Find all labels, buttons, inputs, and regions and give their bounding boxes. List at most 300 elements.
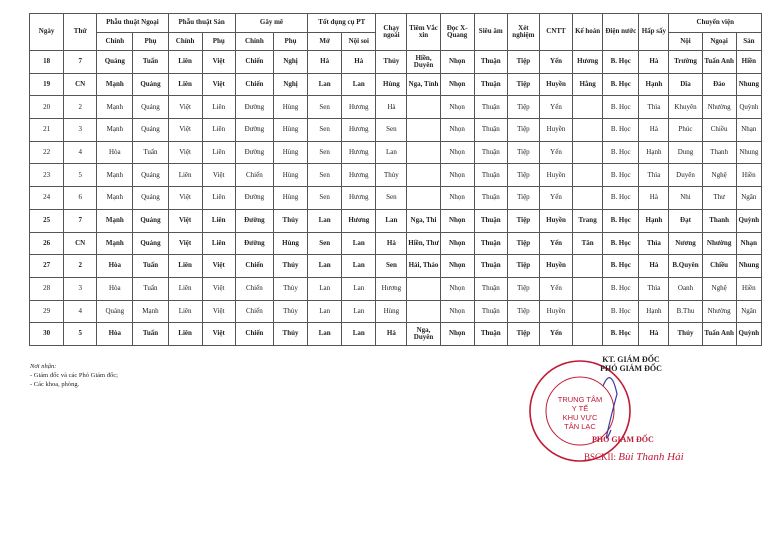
table-cell: B.Quyên	[669, 255, 702, 278]
table-cell: Thuận	[474, 209, 507, 232]
table-cell: Tiệp	[507, 119, 539, 142]
table-cell: Chiều	[702, 255, 736, 278]
table-cell: Hương	[342, 141, 376, 164]
table-cell: Hòa	[97, 323, 133, 346]
table-cell: Thuận	[474, 73, 507, 96]
table-cell: Tuấn Anh	[702, 51, 736, 74]
table-cell: Nghệ	[702, 164, 736, 187]
table-cell: Việt	[202, 51, 235, 74]
recipients-line: - Các khoa, phòng.	[30, 381, 80, 388]
sub-san: Sản	[736, 33, 761, 51]
table-cell: Liên	[168, 277, 202, 300]
table-row	[30, 277, 762, 300]
table-cell: 4	[64, 300, 97, 323]
col-tiem-vac-xin: Tiêm Vắc xin	[407, 14, 440, 51]
table-cell: Lan	[308, 300, 342, 323]
table-cell: Quảng	[133, 73, 168, 96]
col-gay-me: Gây mê	[235, 14, 307, 33]
table-cell: B. Học	[603, 209, 639, 232]
signer-name	[584, 451, 684, 463]
table-cell: B. Học	[603, 255, 639, 278]
table-cell: Lan	[342, 232, 376, 255]
table-cell	[407, 300, 440, 323]
table-cell: 30	[30, 323, 64, 346]
signer-degree: BSCKII:	[584, 452, 617, 462]
table-cell: Hương	[376, 277, 407, 300]
signature-line2: PHÓ GIÁM ĐỐC	[600, 364, 662, 373]
table-row	[30, 164, 762, 187]
table-cell: Khuyên	[669, 96, 702, 119]
table-cell: Thư	[702, 187, 736, 210]
table-cell: Trang	[573, 209, 603, 232]
table-cell: Thủy	[376, 164, 407, 187]
table-cell: Thủy	[273, 300, 307, 323]
table-cell: Liên	[202, 187, 235, 210]
table-cell: Nghệ	[702, 277, 736, 300]
table-cell: Thủy	[273, 277, 307, 300]
sub-noi-soi: Nội soi	[342, 33, 376, 51]
table-row	[30, 73, 762, 96]
table-cell: 23	[30, 164, 64, 187]
table-cell: Thuận	[474, 96, 507, 119]
table-cell: Thìa	[639, 164, 669, 187]
table-cell: B.Thu	[669, 300, 702, 323]
table-cell: 2	[64, 255, 97, 278]
table-cell: Hằng	[573, 73, 603, 96]
table-cell: Huyền	[539, 73, 572, 96]
table-cell: 19	[30, 73, 64, 96]
table-cell: Hiền	[736, 277, 761, 300]
table-cell: B. Học	[603, 300, 639, 323]
table-cell: Hiền	[736, 164, 761, 187]
table-cell: Việt	[168, 141, 202, 164]
table-cell: Quảng	[133, 187, 168, 210]
table-cell	[407, 187, 440, 210]
table-cell: Mạnh	[97, 164, 133, 187]
table-cell: Yến	[539, 187, 572, 210]
table-cell: Hà	[639, 51, 669, 74]
table-cell: Sen	[376, 187, 407, 210]
table-cell: Chiến	[235, 255, 273, 278]
table-cell: Việt	[202, 277, 235, 300]
table-cell: 28	[30, 277, 64, 300]
table-cell: B. Học	[603, 73, 639, 96]
table-cell: 29	[30, 300, 64, 323]
table-cell: Lan	[342, 300, 376, 323]
table-cell: Huyền	[539, 209, 572, 232]
table-cell: Lan	[308, 323, 342, 346]
table-cell: Dung	[669, 141, 702, 164]
table-cell: Hà	[376, 232, 407, 255]
table-cell: Huyền	[539, 255, 572, 278]
table-cell: Thanh	[702, 141, 736, 164]
table-cell: Hà	[639, 323, 669, 346]
sub-phu: Phụ	[273, 33, 307, 51]
table-cell: Hương	[573, 51, 603, 74]
table-cell: Tuấn	[133, 141, 168, 164]
signature-header	[576, 355, 686, 373]
duty-roster-table	[29, 13, 762, 346]
signer-fullname: Bùi Thanh Hải	[618, 451, 684, 463]
table-cell: Quảng	[133, 96, 168, 119]
table-cell: Huyền	[539, 119, 572, 142]
table-cell: 27	[30, 255, 64, 278]
col-ngay: Ngày	[30, 14, 64, 51]
table-cell: Việt	[202, 255, 235, 278]
table-cell	[573, 119, 603, 142]
table-cell	[573, 255, 603, 278]
table-cell: Hương	[342, 119, 376, 142]
table-row	[30, 323, 762, 346]
table-cell: Duyên	[669, 164, 702, 187]
table-cell	[573, 277, 603, 300]
svg-text:KHU VỰC: KHU VỰC	[562, 413, 598, 422]
table-cell: Việt	[168, 96, 202, 119]
table-cell: Lan	[342, 323, 376, 346]
table-cell: Tiệp	[507, 232, 539, 255]
table-cell: Thúy	[273, 323, 307, 346]
table-row	[30, 255, 762, 278]
sub-noi: Nội	[669, 33, 702, 51]
table-cell: Hiền	[736, 51, 761, 74]
table-cell: B. Học	[603, 232, 639, 255]
table-cell: Thuận	[474, 232, 507, 255]
table-cell: Tiệp	[507, 73, 539, 96]
table-cell: Thuận	[474, 187, 507, 210]
table-cell: Hiền, Thư	[407, 232, 440, 255]
table-cell: B. Học	[603, 323, 639, 346]
sub-phu: Phụ	[133, 33, 168, 51]
table-cell: Hùng	[273, 96, 307, 119]
table-cell: Hạnh	[639, 209, 669, 232]
table-cell: Chiến	[235, 323, 273, 346]
table-cell: Nhọn	[440, 232, 474, 255]
table-cell: Tuấn	[133, 277, 168, 300]
table-cell: Liên	[168, 73, 202, 96]
table-cell: Nhung	[736, 73, 761, 96]
table-cell: Tiệp	[507, 323, 539, 346]
col-dien-nuoc: Điện nước	[603, 14, 639, 51]
table-cell: Đường	[235, 96, 273, 119]
table-cell: Hà	[342, 51, 376, 74]
table-cell: Huyền	[539, 300, 572, 323]
table-cell: 5	[64, 323, 97, 346]
table-cell: Thuận	[474, 323, 507, 346]
table-cell: Lan	[308, 255, 342, 278]
table-cell: Thìa	[639, 232, 669, 255]
table-cell: Mạnh	[133, 300, 168, 323]
table-row	[30, 232, 762, 255]
table-cell: 18	[30, 51, 64, 74]
table-cell: Huyền	[539, 164, 572, 187]
table-cell	[573, 323, 603, 346]
col-thu: Thứ	[64, 14, 97, 51]
table-cell: Thủy	[273, 255, 307, 278]
table-cell: Quỳnh	[736, 209, 761, 232]
table-cell: Hương	[342, 96, 376, 119]
table-cell: Lan	[308, 277, 342, 300]
table-cell: Nghị	[273, 73, 307, 96]
table-row	[30, 300, 762, 323]
table-cell: B. Học	[603, 164, 639, 187]
table-cell	[407, 141, 440, 164]
table-cell: B. Học	[603, 96, 639, 119]
table-cell: Tiệp	[507, 51, 539, 74]
table-cell	[407, 277, 440, 300]
col-cntt: CNTT	[539, 14, 572, 51]
table-cell	[573, 96, 603, 119]
table-cell: Đảo	[702, 73, 736, 96]
table-cell	[573, 300, 603, 323]
table-cell: Hà	[376, 323, 407, 346]
table-cell: Ngân	[736, 300, 761, 323]
table-cell: Nhung	[736, 255, 761, 278]
table-cell: Sen	[308, 96, 342, 119]
table-cell: Nhường	[702, 96, 736, 119]
table-cell: Quảng	[133, 119, 168, 142]
table-cell: Phúc	[669, 119, 702, 142]
table-cell: Hùng	[273, 232, 307, 255]
table-cell: Tiệp	[507, 164, 539, 187]
table-cell: Chiến	[235, 300, 273, 323]
table-cell	[407, 119, 440, 142]
table-cell: Tiệp	[507, 255, 539, 278]
table-cell: 3	[64, 119, 97, 142]
table-cell: Chiến	[235, 51, 273, 74]
table-cell: Hòa	[97, 277, 133, 300]
table-cell: Nhi	[669, 187, 702, 210]
table-cell: Lan	[342, 277, 376, 300]
table-cell: Yến	[539, 51, 572, 74]
table-cell: Quảng	[133, 232, 168, 255]
table-cell: Tiệp	[507, 300, 539, 323]
table-cell: Sen	[308, 232, 342, 255]
table-cell: Tuấn	[133, 323, 168, 346]
table-cell: Việt	[168, 209, 202, 232]
table-cell: Mạnh	[97, 187, 133, 210]
table-cell: Quảng	[97, 51, 133, 74]
table-cell: Hương	[342, 164, 376, 187]
table-cell: Tuấn Anh	[702, 323, 736, 346]
table-cell: Ngân	[736, 187, 761, 210]
table-cell: Mạnh	[97, 209, 133, 232]
table-cell: Chiến	[235, 73, 273, 96]
sub-chinh: Chính	[97, 33, 133, 51]
table-cell: Thuận	[474, 164, 507, 187]
table-cell: B. Học	[603, 277, 639, 300]
table-cell	[573, 187, 603, 210]
table-cell: Hòa	[97, 141, 133, 164]
table-cell: Thìa	[639, 96, 669, 119]
table-cell: Hương	[342, 209, 376, 232]
table-cell: Nhọn	[440, 51, 474, 74]
table-cell: Nhọn	[440, 209, 474, 232]
table-cell: Mạnh	[97, 119, 133, 142]
table-cell: Chiến	[235, 164, 273, 187]
table-cell: Thuận	[474, 255, 507, 278]
table-cell: Nhọn	[440, 73, 474, 96]
table-cell: Hùng	[376, 300, 407, 323]
table-cell: Liên	[168, 51, 202, 74]
sub-chinh: Chính	[235, 33, 273, 51]
table-cell: Thanh	[702, 209, 736, 232]
col-xet-nghiem: Xét nghiệm	[507, 14, 539, 51]
signature-line1: KT. GIÁM ĐỐC	[602, 355, 660, 364]
table-cell: Nhọn	[440, 277, 474, 300]
table-row	[30, 209, 762, 232]
table-cell: B. Học	[603, 51, 639, 74]
table-cell	[407, 164, 440, 187]
table-cell: Đường	[235, 209, 273, 232]
table-cell: Việt	[202, 164, 235, 187]
table-cell: Đường	[235, 232, 273, 255]
table-cell: Tiệp	[507, 141, 539, 164]
table-cell: Mạnh	[97, 232, 133, 255]
table-cell: Hạnh	[639, 300, 669, 323]
col-chay-ngoai: Chạy ngoài	[376, 14, 407, 51]
table-cell: Liên	[202, 141, 235, 164]
table-cell: Liên	[168, 255, 202, 278]
table-cell: Hùng	[273, 164, 307, 187]
table-cell	[573, 141, 603, 164]
table-cell: Lan	[308, 73, 342, 96]
table-cell: Yến	[539, 232, 572, 255]
table-cell: Quảng	[97, 300, 133, 323]
table-cell: 3	[64, 277, 97, 300]
table-cell: Việt	[202, 300, 235, 323]
table-cell: Hùng	[273, 187, 307, 210]
table-cell: Hà	[639, 187, 669, 210]
table-cell: Nhọn	[440, 96, 474, 119]
col-pt-ngoai: Phẫu thuật Ngoại	[97, 14, 168, 33]
table-cell: Yến	[539, 323, 572, 346]
table-cell: Sen	[308, 164, 342, 187]
table-cell: Nhọn	[440, 141, 474, 164]
table-cell: Thuận	[474, 300, 507, 323]
svg-text:TÂN LẠC: TÂN LẠC	[564, 422, 596, 431]
table-cell: Liên	[202, 232, 235, 255]
table-cell: Tuấn	[133, 255, 168, 278]
table-cell: Liên	[168, 164, 202, 187]
table-cell: Lan	[342, 255, 376, 278]
col-tdcpt: Tốt dụng cụ PT	[308, 14, 376, 33]
table-cell: Quảng	[133, 209, 168, 232]
table-cell: 21	[30, 119, 64, 142]
svg-text:TRUNG TÂM: TRUNG TÂM	[557, 395, 603, 404]
table-cell: 25	[30, 209, 64, 232]
signature-block	[520, 355, 700, 485]
table-cell: Nhường	[702, 300, 736, 323]
table-cell: Việt	[168, 187, 202, 210]
table-cell: Hùng	[376, 73, 407, 96]
table-cell: Chiều	[702, 119, 736, 142]
table-row	[30, 51, 762, 74]
table-cell: Liên	[168, 323, 202, 346]
col-ke-hoan: Kế hoán	[573, 14, 603, 51]
table-cell: Tiệp	[507, 277, 539, 300]
table-cell: Sen	[376, 255, 407, 278]
table-cell: B. Học	[603, 141, 639, 164]
table-cell: Lan	[308, 209, 342, 232]
table-cell: Sen	[308, 119, 342, 142]
table-cell: 26	[30, 232, 64, 255]
table-cell: Trường	[669, 51, 702, 74]
table-cell: Thủy	[376, 51, 407, 74]
table-cell: Sen	[376, 119, 407, 142]
table-cell: Hà	[376, 96, 407, 119]
table-cell: Sen	[308, 141, 342, 164]
table-cell: B. Học	[603, 187, 639, 210]
table-cell: Nhạn	[736, 119, 761, 142]
table-cell: Liên	[202, 119, 235, 142]
table-cell: Hùng	[273, 119, 307, 142]
table-cell: Lan	[376, 209, 407, 232]
table-cell: Việt	[168, 232, 202, 255]
table-cell: Oanh	[669, 277, 702, 300]
table-cell: 20	[30, 96, 64, 119]
sub-ngoai: Ngoại	[702, 33, 736, 51]
table-cell: Hà	[308, 51, 342, 74]
table-cell: Thìa	[639, 277, 669, 300]
table-cell: Việt	[168, 119, 202, 142]
col-hap-say: Hấp sấy	[639, 14, 669, 51]
table-cell: Nương	[669, 232, 702, 255]
table-cell: Nga, Thi	[407, 209, 440, 232]
table-cell: Quảng	[133, 164, 168, 187]
table-cell: B. Học	[603, 119, 639, 142]
table-cell: Nhường	[702, 232, 736, 255]
table-cell: Liên	[202, 96, 235, 119]
col-doc-xquang: Đọc X-Quang	[440, 14, 474, 51]
table-cell	[407, 96, 440, 119]
table-cell: Nghị	[273, 51, 307, 74]
table-cell: Thuận	[474, 51, 507, 74]
table-cell: Hạnh	[639, 73, 669, 96]
table-cell: Lan	[376, 141, 407, 164]
table-cell: Hiền, Duyên	[407, 51, 440, 74]
recipients-line: - Giám đốc và các Phó Giám đốc;	[30, 372, 118, 379]
table-cell: Nga, Duyên	[407, 323, 440, 346]
svg-text:Y TẾ: Y TẾ	[571, 404, 589, 413]
col-chuyen-vien: Chuyển viện	[669, 14, 762, 33]
table-cell: Hà	[639, 255, 669, 278]
col-pt-san: Phẫu thuật Sản	[168, 14, 235, 33]
table-cell: Đạt	[669, 209, 702, 232]
sub-mo: Mở	[308, 33, 342, 51]
table-cell	[573, 164, 603, 187]
table-cell: Chiến	[235, 277, 273, 300]
table-cell: Tiệp	[507, 209, 539, 232]
table-cell: Việt	[202, 73, 235, 96]
table-cell: Nhạn	[736, 232, 761, 255]
table-cell: 5	[64, 164, 97, 187]
table-cell: Hùng	[273, 141, 307, 164]
table-cell: Tiệp	[507, 187, 539, 210]
table-cell: Nhọn	[440, 255, 474, 278]
table-cell: Lan	[342, 73, 376, 96]
table-cell: Sen	[308, 187, 342, 210]
table-cell: 7	[64, 209, 97, 232]
table-row	[30, 96, 762, 119]
table-cell: Yến	[539, 277, 572, 300]
table-cell: Mạnh	[97, 73, 133, 96]
table-cell: Nhọn	[440, 164, 474, 187]
recipients-note	[30, 362, 118, 389]
table-cell: CN	[64, 73, 97, 96]
table-cell: Thuận	[474, 277, 507, 300]
table-cell: Thuận	[474, 119, 507, 142]
table-cell: 4	[64, 141, 97, 164]
